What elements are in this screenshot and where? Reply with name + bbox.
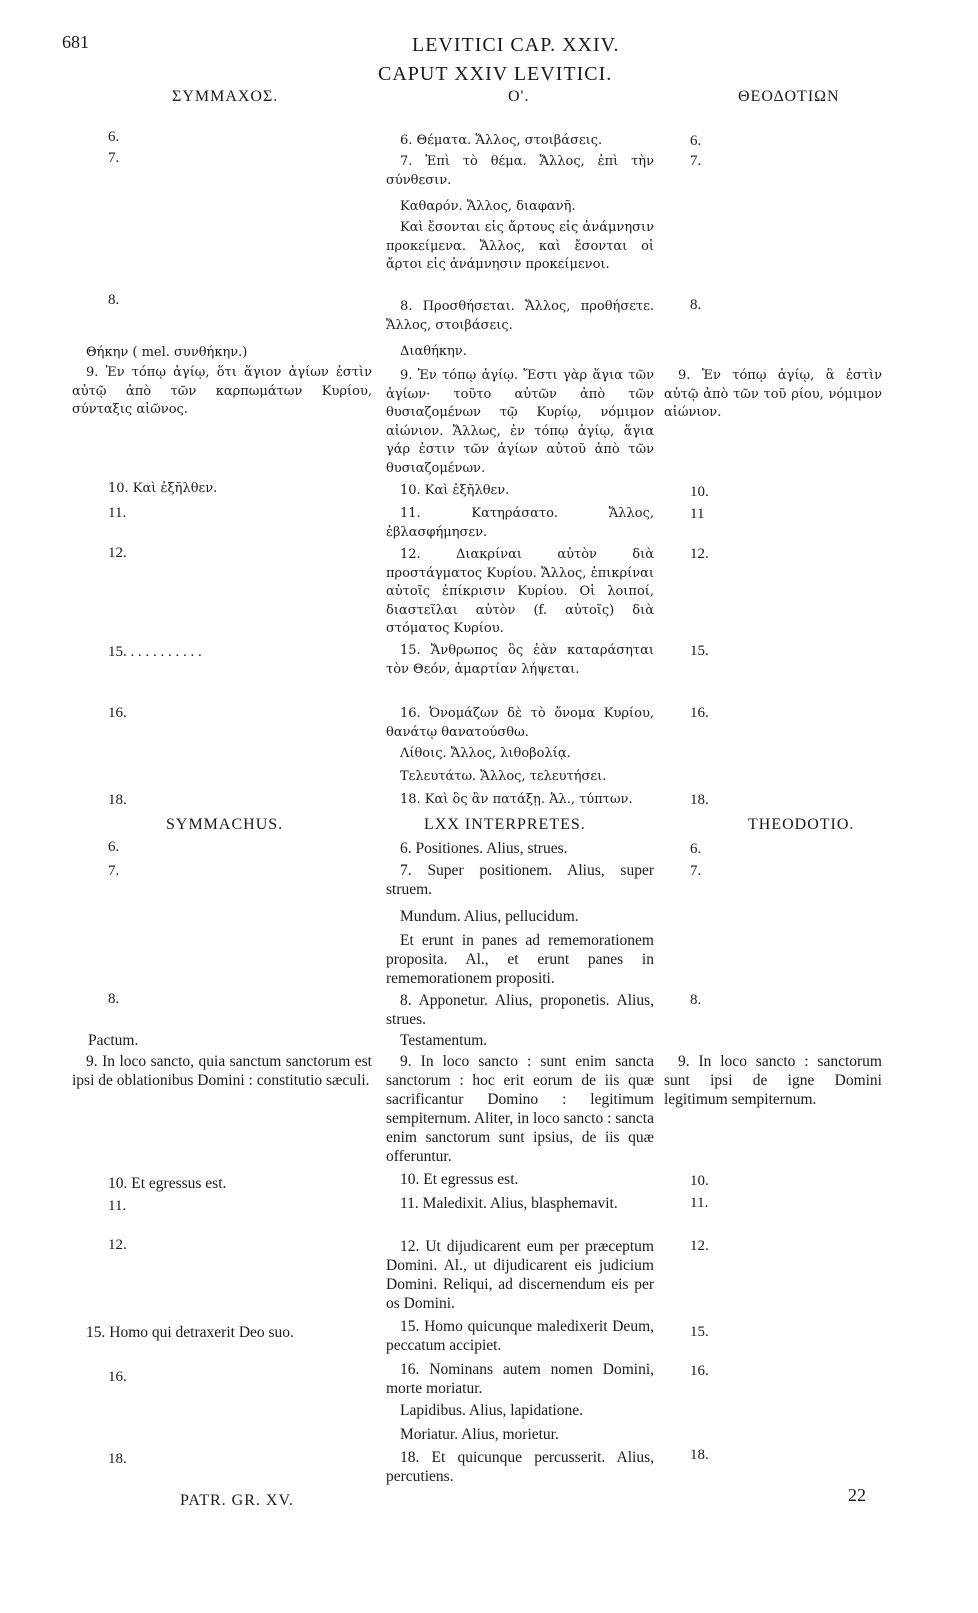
latin-center-verse-7: 7. Super positionem. Alius, super struem. bbox=[386, 862, 654, 898]
latin-right-verse-16: 16. bbox=[690, 1363, 709, 1379]
greek-center-verse-16: 16. Ὀνομάζων δὲ τὸ ὄνομα Κυρίου, θανάτῳ θανατούσθω. bbox=[386, 706, 654, 740]
latin-center-verse-12: 12. Ut dijudicarent eum per præceptum Domini. Al., ut dijudicarent eis judicium Domini. Reliqui, ad discernendum eis per os Domini. bbox=[386, 1238, 654, 1312]
latin-left-verse-10: 10. Et egressus est. bbox=[108, 1175, 227, 1192]
footer-signature: PATR. GR. XV. bbox=[180, 1492, 294, 1509]
greek-left-verse-15: 15. . . . . . . . . . . bbox=[108, 644, 202, 660]
chapter-title: CAPUT XXIV LEVITICI. bbox=[378, 63, 613, 85]
greek-right-verse-11: 11 bbox=[690, 506, 705, 522]
greek-center-verse-15: 15. Ἄνθρωπος ὃς ἐὰν καταράσηται τὸν Θεόν, ἁμαρτίαν λήψεται. bbox=[386, 643, 654, 677]
greek-left-verse-16: 16. bbox=[108, 705, 127, 721]
latin-center-verse-16: 16. Nominans autem nomen Domini, morte moriatur. bbox=[386, 1361, 654, 1397]
latin-center-verse-18: 18. Et quicunque percusserit. Alius, percutiens. bbox=[386, 1449, 654, 1485]
latin-center-rememoration: Et erunt in panes ad rememorationem proposita. Al., et erunt panes in rememorationem propositi. bbox=[386, 932, 654, 987]
greek-center-verse-7: 7. Ἐπὶ τὸ θέμα. Ἄλλος, ἐπὶ τὴν σύνθεσιν. bbox=[386, 154, 654, 188]
greek-right-verse-7: 7. bbox=[690, 153, 702, 169]
greek-right-verse-9: 9. Ἐν τόπῳ ἁγίῳ, ἃ ἐστὶν αὐτῷ ἀπὸ τῶν τοῦ ρίου, νόμιμον αἰώνιον. bbox=[664, 368, 882, 420]
greek-right-verse-18: 18. bbox=[690, 792, 709, 808]
greek-left-verse-7: 7. bbox=[108, 150, 120, 166]
latin-center-testamentum: Testamentum. bbox=[400, 1032, 488, 1049]
latin-header-symmachus: SYMMACHUS. bbox=[166, 816, 284, 833]
greek-right-verse-15: 15. bbox=[690, 643, 709, 659]
latin-left-verse-12: 12. bbox=[108, 1237, 127, 1253]
latin-center-verse-10: 10. Et egressus est. bbox=[400, 1171, 519, 1188]
greek-right-verse-12: 12. bbox=[690, 546, 709, 562]
footer-sheet-number: 22 bbox=[848, 1485, 866, 1505]
latin-left-pactum: Pactum. bbox=[88, 1032, 139, 1049]
greek-center-verse-18: 18. Καὶ ὃς ἂν πατάξῃ. Ἀλ., τύπτων. bbox=[400, 792, 633, 807]
greek-center-teleutato: Τελευτάτω. Ἄλλος, τελευτήσει. bbox=[400, 769, 607, 784]
latin-center-verse-15: 15. Homo quicunque maledixerit Deum, peccatum accipiet. bbox=[386, 1318, 654, 1354]
latin-center-verse-6: 6. Positiones. Alius, strues. bbox=[400, 840, 568, 857]
greek-left-verse-8: 8. bbox=[108, 292, 120, 308]
latin-left-verse-7: 7. bbox=[108, 863, 120, 879]
greek-center-lithois: Λίθοις. Ἄλλος, λιθοβολίᾳ. bbox=[400, 746, 571, 761]
latin-left-verse-9: 9. In loco sancto, quia sanctum sanctorum est ipsi de oblationibus Domini : constitutio sæculi. bbox=[72, 1053, 372, 1089]
greek-right-verse-16: 16. bbox=[690, 705, 709, 721]
latin-left-verse-15: 15. Homo qui detraxerit Deo suo. bbox=[86, 1324, 294, 1341]
latin-right-verse-18: 18. bbox=[690, 1447, 709, 1463]
page-number: 681 bbox=[62, 32, 89, 52]
latin-right-verse-8: 8. bbox=[690, 992, 702, 1008]
greek-left-verse-18: 18. bbox=[108, 792, 127, 808]
latin-left-verse-8: 8. bbox=[108, 991, 120, 1007]
latin-center-mundum: Mundum. Alius, pellucidum. bbox=[400, 908, 579, 925]
greek-left-verse-10: 10. Καὶ ἐξῆλθεν. bbox=[108, 481, 218, 496]
latin-right-verse-11: 11. bbox=[690, 1195, 709, 1211]
latin-left-verse-16: 16. bbox=[108, 1369, 127, 1385]
greek-left-verse-9: 9. Ἐν τόπῳ ἁγίῳ, ὅτι ἅγιον ἁγίων ἐστὶν αὐτῷ ἀπὸ τῶν καρπωμάτων Κυρίου, σύνταξις αἰῶνος. bbox=[72, 365, 372, 417]
greek-header-septuagint: Ο'. bbox=[508, 88, 530, 105]
latin-center-verse-9: 9. In loco sancto : sunt enim sancta sanctorum : hoc erit eorum de iis quæ sacrificantur Domino : legitimum sempiternum. Aliter, in loco sancto : sancta enim sanctorum sunt ipsius, de iis quæ offeruntur. bbox=[386, 1053, 654, 1165]
latin-center-lapidibus: Lapidibus. Alius, lapidatione. bbox=[400, 1402, 583, 1419]
latin-center-moriatur: Moriatur. Alius, morietur. bbox=[400, 1426, 559, 1443]
latin-left-verse-11: 11. bbox=[108, 1198, 127, 1214]
greek-header-symmachus: ΣΥΜΜΑΧΟΣ. bbox=[172, 88, 279, 105]
greek-right-verse-8: 8. bbox=[690, 297, 702, 313]
latin-left-verse-18: 18. bbox=[108, 1451, 127, 1467]
latin-left-verse-6: 6. bbox=[108, 839, 120, 855]
latin-right-verse-10: 10. bbox=[690, 1173, 709, 1189]
greek-left-verse-6: 6. bbox=[108, 129, 120, 145]
greek-center-verse-6: 6. Θέματα. Ἄλλος, στοιβάσεις. bbox=[400, 133, 603, 148]
greek-center-verse-8: 8. Προσθήσεται. Ἄλλος, προθήσετε. Ἄλλος, στοιβάσεις. bbox=[386, 299, 654, 333]
running-title: LEVITICI CAP. XXIV. bbox=[412, 34, 620, 56]
greek-left-verse-11: 11. bbox=[108, 505, 127, 521]
latin-right-verse-12: 12. bbox=[690, 1238, 709, 1254]
greek-center-verse-10: 10. Καὶ ἐξῆλθεν. bbox=[400, 483, 510, 498]
latin-center-verse-8: 8. Apponetur. Alius, proponetis. Alius, strues. bbox=[386, 992, 654, 1028]
latin-center-verse-11: 11. Maledixit. Alius, blasphemavit. bbox=[400, 1195, 618, 1212]
greek-right-verse-10: 10. bbox=[690, 484, 709, 500]
greek-center-katharon: Καθαρόν. Ἄλλος, διαφανῆ. bbox=[400, 199, 576, 214]
latin-header-theodotio: THEODOTIO. bbox=[748, 816, 855, 833]
greek-center-bread-memorial: Καὶ ἔσονται εἰς ἄρτους εἰς ἀνάμνησιν προκείμενα. Ἄλλος, καὶ ἔσονται οἱ ἄρτοι εἰς ἀνάμνησιν προκείμενοι. bbox=[386, 220, 654, 272]
latin-right-verse-6: 6. bbox=[690, 841, 702, 857]
greek-center-verse-9: 9. Ἐν τόπῳ ἁγίῳ. Ἔστι γὰρ ἅγια τῶν ἁγίων· τοῦτο αὐτῶν ἀπὸ τῶν θυσιαζομένων τῷ Κυρίῳ, νόμιμον αἰώνιον. Ἄλλως, ἐν τόπῳ ἁγίῳ, ἅγια γάρ ἐστιν τῶν ἁγίων αὐτοῦ ἀπὸ τῶν θυσιαζομένων. bbox=[386, 368, 654, 476]
latin-header-lxx: LXX INTERPRETES. bbox=[424, 816, 586, 833]
latin-right-verse-9: 9. In loco sancto : sanctorum sunt ipsi de igne Domini legitimum sempiternum. bbox=[664, 1053, 882, 1108]
latin-right-verse-15: 15. bbox=[690, 1324, 709, 1340]
greek-center-diatheken: Διαθήκην. bbox=[400, 344, 467, 359]
greek-header-theodotion: ΘΕΟΔΟΤΙΩΝ bbox=[738, 88, 840, 105]
greek-center-verse-12: 12. Διακρίναι αὐτὸν διὰ προστάγματος Κυρίου. Ἄλλος, ἐπικρίναι αὐτοῖς ἐπίκρισιν Κυρίου. Οἱ λοιποί, διαστεῖλαι αὐτὸν (f. αὐτοῖς) διὰ στόματος Κυρίου. bbox=[386, 547, 654, 636]
greek-right-verse-6: 6. bbox=[690, 133, 702, 149]
latin-right-verse-7: 7. bbox=[690, 863, 702, 879]
greek-left-theke-note: Θήκην ( mel. συνθήκην.) bbox=[86, 345, 248, 360]
greek-left-verse-12: 12. bbox=[108, 545, 127, 561]
greek-center-verse-11: 11. Κατηράσατο. Ἄλλος, ἐβλασφήμησεν. bbox=[386, 506, 654, 540]
